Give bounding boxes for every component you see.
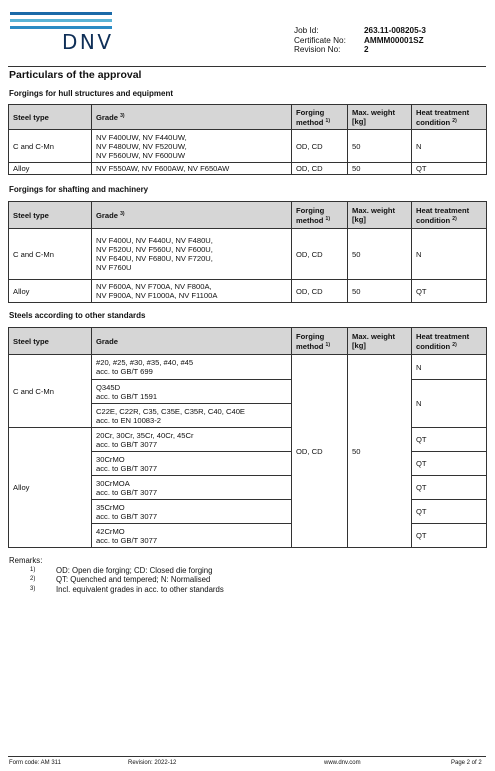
header-divider bbox=[8, 66, 486, 67]
heat-cell: N bbox=[412, 355, 487, 380]
remark-item: 2) QT: Quenched and tempered; N: Normalised bbox=[30, 575, 211, 584]
table-row bbox=[9, 163, 487, 175]
table-header-row bbox=[9, 105, 487, 130]
col-forging-method: Forging method $^{1)}$ bbox=[292, 105, 348, 130]
grade-cell: NV F600A, NV F700A, NV F800A, NV F900A, NV F1000A, NV F1100A bbox=[92, 280, 292, 303]
col-forging-method: Forging method $^{1)}$ bbox=[292, 328, 348, 355]
table-header-row bbox=[9, 202, 487, 229]
heat-cell: N bbox=[412, 229, 487, 280]
heat-cell: QT bbox=[412, 428, 487, 452]
grade-cell: 35CrMO acc. to GB/T 3077 bbox=[92, 500, 292, 524]
steel-type-cell: C and C-Mn bbox=[9, 130, 92, 163]
website-link[interactable]: www.dnv.com bbox=[324, 760, 361, 766]
method-cell: OD, CD bbox=[292, 130, 348, 163]
steel-type-cell: Alloy bbox=[9, 428, 92, 548]
certificate-value: AMMM00001SZ bbox=[364, 35, 424, 45]
table-row bbox=[9, 355, 487, 380]
grade-cell: NV F550AW, NV F600AW, NV F650AW bbox=[92, 163, 292, 175]
section-title: Particulars of the approval bbox=[9, 69, 142, 81]
job-id-label: Job Id: bbox=[294, 26, 319, 35]
shafting-forgings-table bbox=[8, 201, 487, 303]
steel-type-cell: Alloy bbox=[9, 280, 92, 303]
col-forging-method: Forging method $^{1)}$ bbox=[292, 202, 348, 229]
grade-cell: 20Cr, 30Cr, 35Cr, 40Cr, 45Cr acc. to GB/T 3077 bbox=[92, 428, 292, 452]
form-revision: Revision: 2022-12 bbox=[128, 760, 177, 766]
grade-cell: #20, #25, #30, #35, #40, #45 acc. to GB/T 699 bbox=[92, 355, 292, 380]
weight-cell: 50 bbox=[348, 130, 412, 163]
table-header-row bbox=[9, 328, 487, 355]
table-row bbox=[9, 428, 487, 452]
heat-cell: QT bbox=[412, 280, 487, 303]
grade-cell: NV F400U, NV F440U, NV F480U, NV F520U, NV F560U, NV F600U, NV F640U, NV F680U, NV F720U, NV F760U bbox=[92, 229, 292, 280]
grade-cell: C22E, C22R, C35, C35E, C35R, C40, C40E acc. to EN 10083-2 bbox=[92, 404, 292, 428]
method-cell: OD, CD bbox=[292, 163, 348, 175]
other-standards-table bbox=[8, 327, 487, 548]
heat-cell: N bbox=[412, 130, 487, 163]
heat-cell: N bbox=[412, 380, 487, 428]
logo-stripe-2 bbox=[10, 19, 112, 22]
heat-cell: QT bbox=[412, 476, 487, 500]
revision-value: 2 bbox=[364, 45, 369, 54]
logo-wordmark: DNV bbox=[62, 30, 114, 54]
table-row bbox=[9, 280, 487, 303]
hull-forgings-table bbox=[8, 104, 487, 175]
method-cell: OD, CD bbox=[292, 229, 348, 280]
remarks-title: Remarks: bbox=[9, 556, 43, 565]
col-heat-treatment: Heat treatment condition $^{2)}$ bbox=[412, 202, 487, 229]
col-max-weight: Max. weight [kg] bbox=[348, 202, 412, 229]
revision-label: Revision No: bbox=[294, 45, 341, 54]
remark-item: 3) Incl. equivalent grades in acc. to other standards bbox=[30, 584, 224, 594]
certificate-ids bbox=[294, 26, 426, 55]
grade-cell: 42CrMO acc. to GB/T 3077 bbox=[92, 524, 292, 548]
form-code: Form code: AM 311 bbox=[9, 760, 61, 766]
logo-stripe-1 bbox=[10, 12, 112, 15]
col-steel-type: Steel type bbox=[9, 105, 92, 130]
method-cell: OD, CD bbox=[292, 355, 348, 548]
col-grade: Grade $^{3)}$ bbox=[92, 202, 292, 229]
page-number: Page 2 of 2 bbox=[451, 760, 482, 766]
remark-item: 1) OD: Open die forging; CD: Closed die forging bbox=[30, 565, 213, 575]
steel-type-cell: C and C-Mn bbox=[9, 229, 92, 280]
table2-title: Forgings for shafting and machinery bbox=[9, 185, 149, 194]
grade-cell: Q345D acc. to GB/T 1591 bbox=[92, 380, 292, 404]
col-heat-treatment: Heat treatment condition $^{2)}$ bbox=[412, 105, 487, 130]
footer-divider bbox=[8, 756, 486, 757]
method-cell: OD, CD bbox=[292, 280, 348, 303]
grade-cell: 30CrMO acc. to GB/T 3077 bbox=[92, 452, 292, 476]
col-max-weight: Max. weight [kg] bbox=[348, 105, 412, 130]
dnv-logo bbox=[10, 10, 112, 58]
table-row bbox=[9, 130, 487, 163]
job-id-value: 263.11-008205-3 bbox=[364, 26, 426, 35]
grade-cell: 30CrMOA acc. to GB/T 3077 bbox=[92, 476, 292, 500]
heat-cell: QT bbox=[412, 524, 487, 548]
certificate-label: Certificate No: bbox=[294, 35, 346, 45]
weight-cell: 50 bbox=[348, 280, 412, 303]
table3-title: Steels according to other standards bbox=[9, 311, 146, 320]
col-steel-type: Steel type bbox=[9, 202, 92, 229]
col-max-weight: Max. weight [kg] bbox=[348, 328, 412, 355]
logo-stripe-3 bbox=[10, 26, 112, 29]
steel-type-cell: Alloy bbox=[9, 163, 92, 175]
heat-cell: QT bbox=[412, 452, 487, 476]
weight-cell: 50 bbox=[348, 355, 412, 548]
col-grade: Grade bbox=[92, 328, 292, 355]
col-steel-type: Steel type bbox=[9, 328, 92, 355]
table-row bbox=[9, 229, 487, 280]
weight-cell: 50 bbox=[348, 229, 412, 280]
heat-cell: QT bbox=[412, 500, 487, 524]
weight-cell: 50 bbox=[348, 163, 412, 175]
heat-cell: QT bbox=[412, 163, 487, 175]
table1-title: Forgings for hull structures and equipment bbox=[9, 89, 174, 98]
col-grade: Grade $^{3)}$ bbox=[92, 105, 292, 130]
remarks bbox=[9, 556, 224, 594]
grade-cell: NV F400UW, NV F440UW, NV F480UW, NV F520UW, NV F560UW, NV F600UW bbox=[92, 130, 292, 163]
steel-type-cell: C and C-Mn bbox=[9, 355, 92, 428]
col-heat-treatment: Heat treatment condition $^{2)}$ bbox=[412, 328, 487, 355]
